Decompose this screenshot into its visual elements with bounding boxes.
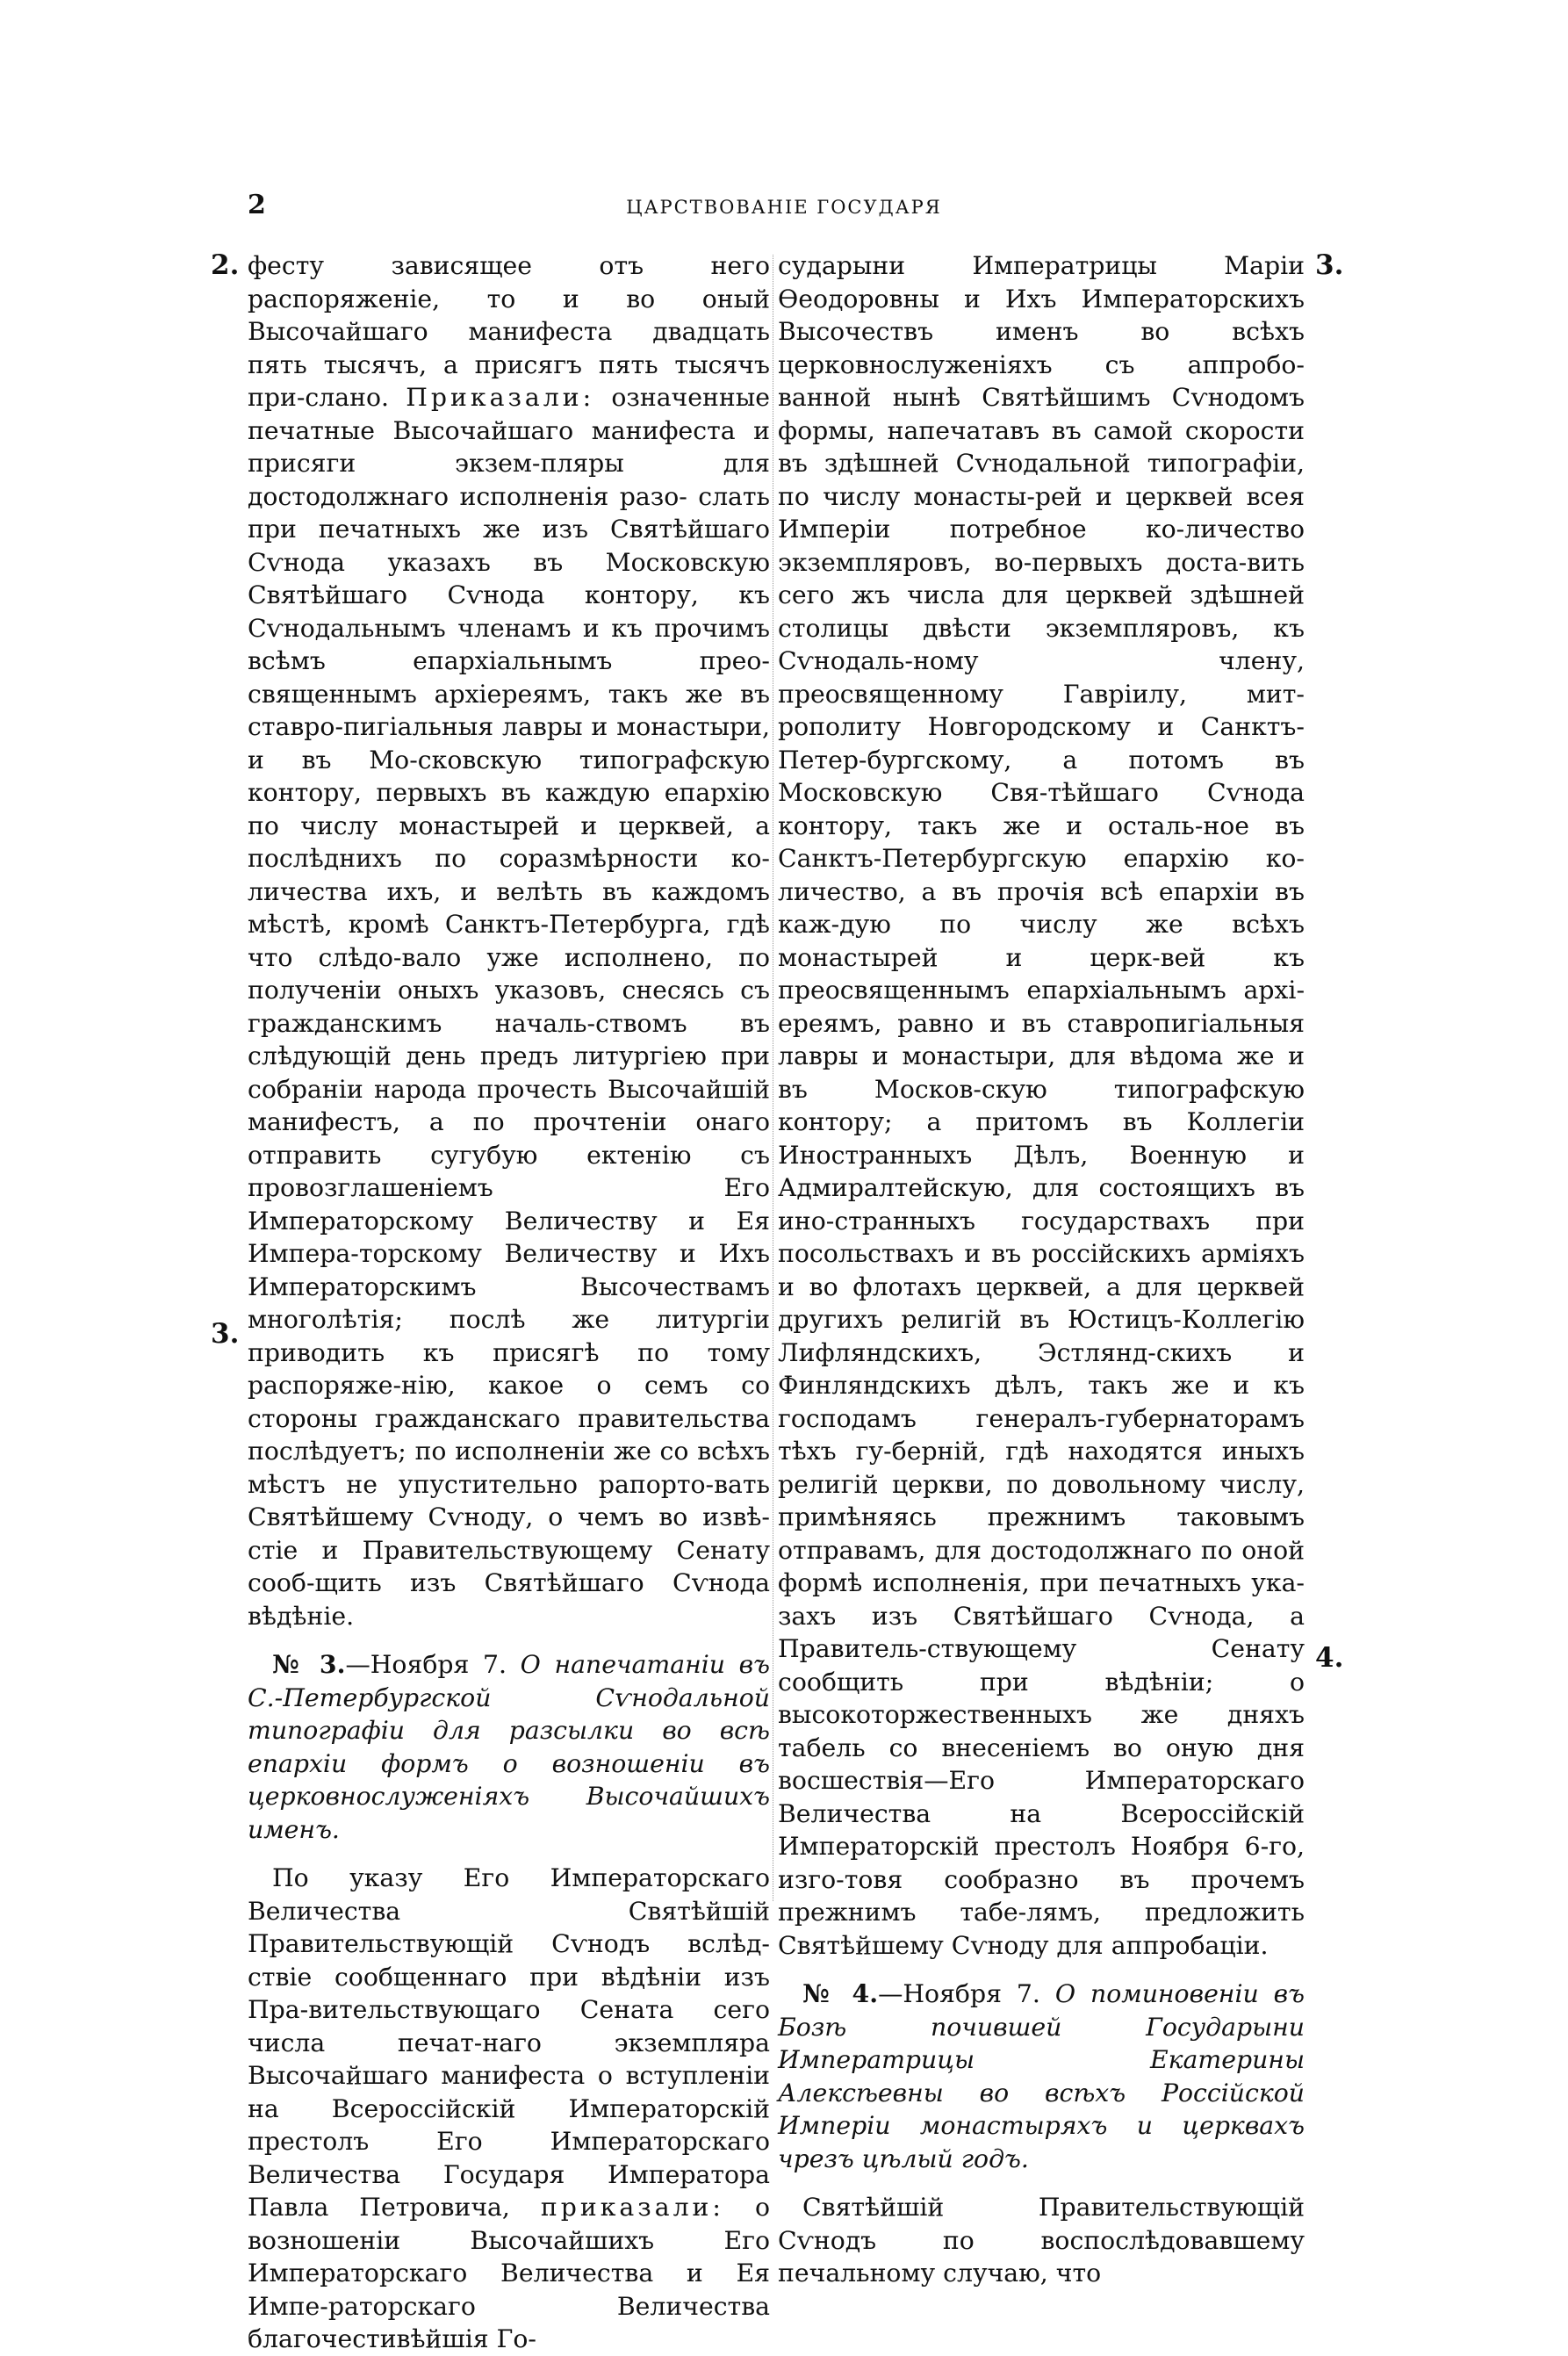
running-title: ЦАРСТВОВАНІЕ ГОСУДАРЯ: [626, 197, 942, 218]
section-3-body: По указу Его Императорскаго Величества Святѣйшій Правительствующій Сѵнодъ вслѣд-ствіе сообщеннаго при вѣдѣніи изъ Пра-вительствующаго Сената сего числа печат-наго экземпляра Высочайшаго манифеста о вступленіи на Всероссійскій Императорскій престолъ Его Императорскаго Величества Государя Императора Павла Петровича, приказали: о возношеніи Высочайшихъ Его Императорскаго Величества и Ея Импе-раторскаго Величества благочестивѣйшія Го-: [248, 1863, 770, 2353]
margin-number-left-mid: 3.: [211, 1318, 240, 1350]
resolution-word: Приказали:: [406, 383, 595, 412]
right-column: [778, 249, 1305, 2290]
section-3-date: —Ноября 7.: [345, 1650, 507, 1679]
section-4-date: —Ноября 7.: [878, 1979, 1040, 2008]
section-4-title: О поминовеніи въ Бозѣ почившей Государыни Императрицы Екатерины Алексѣевны во всѣхъ Россійской Имперіи монастыряхъ и церквахъ чрезъ цѣлый годъ.: [778, 1979, 1305, 2173]
margin-number-right-mid: 4.: [1315, 1642, 1344, 1674]
left-column: [248, 249, 770, 2356]
section-3-title: О напечатаніи въ С.-Петербургской Сѵнодальной типографіи для разсылки во всѣ епархіи формъ о возношеніи въ церковнослуженіяхъ Высочайшихъ именъ.: [248, 1650, 771, 1844]
section-3-heading: [248, 1648, 770, 1846]
section-3-number: № 3.: [272, 1649, 346, 1679]
margin-number-left-top: 2.: [211, 249, 240, 281]
margin-number-right-top: 3.: [1315, 249, 1344, 281]
section-4-number: № 4.: [802, 1978, 879, 2008]
resolution-word-2: приказали:: [540, 2193, 724, 2222]
text-block: фесту зависящее отъ него распоряженіе, то и во оный Высочайшаго манифеста двадцать пять тысячъ, а присягъ пять тысячъ при-слано. Приказали: означенные печатные Высочайшаго манифеста и присяги экзем-пляры для достодолжнаго исполненія разо- слать при печатныхъ же изъ Святѣйшаго Сѵнода указахъ въ Московскую Святѣйшаго Сѵнода контору, къ Сѵнодальнымъ членамъ и къ прочимъ всѣмъ епархіальнымъ прео-священнымъ архіереямъ, такъ же въ ставро-пигіальныя лавры и монастыри, и въ Мо-сковскую типографскую контору, первыхъ въ каждую епархію по числу монастырей и церквей, а послѣднихъ по соразмѣрности ко-личества ихъ, и велѣть въ каждомъ мѣстѣ, кромѣ Санктъ-Петербурга, гдѣ что слѣдо-вало уже исполнено, по полученіи оныхъ указовъ, снесясь съ гражданскимъ началь-ствомъ въ слѣдующій день предъ литургіею при собраніи народа прочесть Высочайшій манифестъ, а по прочтеніи онаго отправить сугубую ектенію съ провозглашеніемъ Его Императорскому Величеству и Ея Импера-торскому Величеству и Ихъ Императорскимъ Высочествамъ многолѣтія; послѣ же литургіи приводить къ присягѣ по тому распоряже-нію, какое о семъ со стороны гражданскаго правительства послѣдуетъ; по исполненіи же со всѣхъ мѣстъ не упустительно рапорто-вать Святѣйшему Сѵноду, о чемъ во извѣ-стіе и Правительствующему Сенату сооб-щить изъ Святѣйшаго Сѵнода вѣдѣніе.: [248, 251, 771, 1631]
text-block: сударыни Императрицы Маріи Ѳеодоровны и Ихъ Императорскихъ Высочествъ именъ во всѣхъ церковнослуженіяхъ съ аппробо-ванной нынѣ Святѣйшимъ Сѵнодомъ формы, напечатавъ въ самой скорости въ здѣшней Сѵнодальной типографіи, по числу монасты-рей и церквей всея Имперіи потребное ко-личество экземпляровъ, во-первыхъ доста-вить сего жъ числа для церквей здѣшней столицы двѣсти экземпляровъ, къ Сѵнодаль-ному члену, преосвященному Гавріилу, мит-рополиту Новгородскому и Санктъ-Петер-бургскому, а потомъ въ Московскую Свя-тѣйшаго Сѵнода контору, такъ же и осталь-ное въ Санктъ-Петербургскую епархію ко-личество, а въ прочія всѣ епархіи въ каж-дую по числу же всѣхъ монастырей и церк-вей къ преосвященнымъ епархіальнымъ архі-ереямъ, равно и въ ставропигіальныя лавры и монастыри, для вѣдома же и въ Москов-скую типографскую контору; а притомъ въ Коллегіи Иностранныхъ Дѣлъ, Военную и Адмиралтейскую, для состоящихъ въ ино-странныхъ государствахъ при посольствахъ и въ россійскихъ арміяхъ и во флотахъ церквей, а для церквей другихъ религій въ Юстицъ-Коллегію Лифляндскихъ, Эстлянд-скихъ и Финляндскихъ дѣлъ, такъ же и къ господамъ генералъ-губернаторамъ тѣхъ гу-берній, гдѣ находятся иныхъ религій церкви, по довольному числу, примѣняясь прежнимъ таковымъ отправамъ, для достодолжнаго по оной формѣ исполненія, при печатныхъ ука-захъ изъ Святѣйшаго Сѵнода, а Правитель-ствующему Сенату сообщить при вѣдѣніи; о высокоторжественныхъ же дняхъ табель со внесеніемъ во оную дня восшествія—Его Императорскаго Величества на Всероссійскій Императорскій престолъ Ноября 6-го, изго-товя сообразно въ прочемъ прежнимъ табе-лямъ, предложить Святѣйшему Сѵноду для аппробаціи.: [778, 251, 1305, 1960]
section-4-heading: [778, 1978, 1305, 2175]
section-4-body: Святѣйшій Правительствующій Сѵнодъ по воспослѣдовавшему печальному случаю, что: [778, 2193, 1305, 2288]
page-number: 2: [248, 190, 266, 220]
